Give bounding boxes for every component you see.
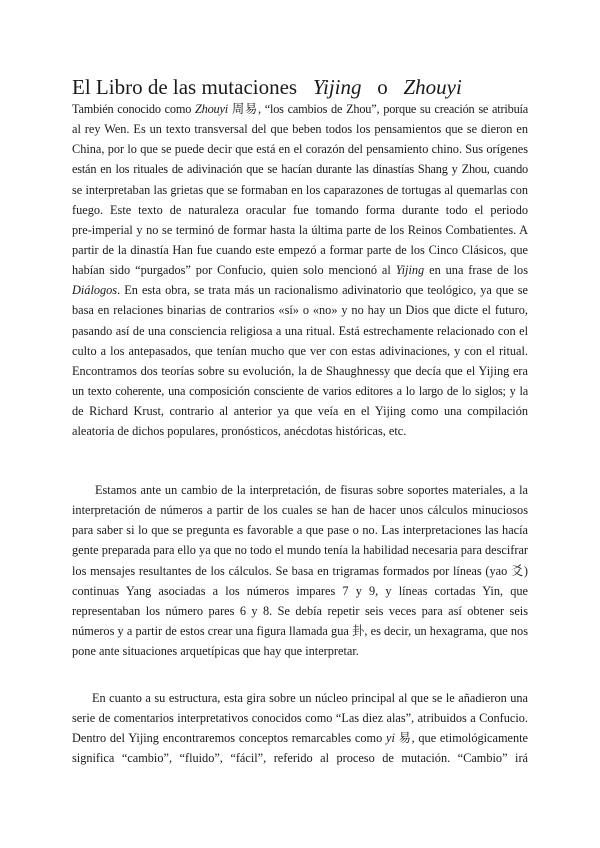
title-zhouyi: Zhouyi [403, 75, 462, 99]
text-run: serie de comentarios interpretativos conocidos como “Las diez alas”, atribuidos a Confucio. [72, 711, 528, 726]
text-line [72, 280, 528, 300]
text-run: 易, que etimológicamente [394, 731, 529, 746]
text-run: interpretación de números a partir de los cuales se han de hacer unos cálculos minuciosos [72, 503, 528, 518]
text-run: para saber si lo que se pregunta es favorable a que pase o no. Las interpretaciones las hacía [72, 523, 528, 538]
text-run: culto a los antepasados, que tenían mucho que ver con estas adivinaciones, y con el ritual. [72, 343, 528, 358]
text-line [72, 480, 528, 500]
paragraph-3 [72, 688, 528, 769]
text-line [72, 381, 528, 401]
text-line [72, 581, 528, 601]
text-run: basa en relaciones binarias de contrarios «sí» o «no» y no hay un Dios que dicte el futuro, [72, 303, 528, 318]
text-run: fuego. Este texto de naturaleza oracular fue tomando forma durante todo el periodo [72, 202, 528, 217]
text-run: representaban los número pares 6 y 8. Se debía repetir seis veces para así obtener seis [72, 603, 528, 618]
text-line [72, 220, 528, 240]
text-line [72, 300, 528, 320]
text-run: aleatoria de dichos populares, pronósticos, anécdotas históricas, etc. [72, 424, 407, 439]
text-line [72, 748, 528, 768]
text-line [72, 540, 528, 560]
text-line [72, 119, 528, 139]
text-line [72, 401, 528, 421]
italic-term: Yijing [395, 263, 425, 278]
title-yijing: Yijing [312, 75, 362, 99]
text-line [72, 361, 528, 381]
text-run: de Richard Krust, contrario al anterior ya que veía en el Yijing como una compilación [72, 404, 528, 419]
paragraph-2 [72, 480, 528, 661]
text-run: en una frase de los [424, 263, 528, 278]
text-line [72, 728, 528, 748]
text-run: un texto coherente, una composición consciente de varios editores a lo largo de lo siglos; y la [72, 383, 528, 398]
text-run: pone ante situaciones arquetípicas que hay que interpretar. [72, 644, 359, 659]
text-line [72, 520, 528, 540]
text-run: Dentro del Yijing encontraremos conceptos remarcables como [72, 731, 386, 746]
title-main: El Libro de las mutaciones [72, 75, 298, 99]
italic-term: Zhouyi [195, 102, 228, 116]
text-run: En cuanto a su estructura, esta gira sobre un núcleo principal al que se le añadieron una [92, 691, 528, 705]
text-line [72, 321, 528, 341]
text-line [72, 159, 528, 179]
text-run: continuas Yang asociadas a los números impares 7 y 9, y líneas cortadas Yin, que [72, 583, 528, 598]
text-line [72, 500, 528, 520]
text-line [72, 561, 528, 581]
text-line [72, 421, 528, 441]
text-run: 周易, “los cambios de Zhou”, porque su creación se atribuía [227, 102, 528, 116]
text-run: están en los rituales de adivinación que se hacían durante las dinastías Shang y Zhou, cuando [72, 162, 528, 177]
text-run: los mensajes resultantes de los cálculos. Se basa en trigramas formados por líneas (yao 爻) [72, 563, 528, 578]
italic-term: Diálogos [72, 283, 118, 298]
paragraph-1 [72, 99, 528, 441]
text-run: significa “cambio”, “fluido”, “fácil”, referido al proceso de mutación. “Cambio” irá [72, 751, 528, 766]
text-line [72, 240, 528, 260]
text-run: pre-imperial y no se terminó de formar hasta la última parte de los Reinos Combatientes. A [72, 222, 528, 237]
text-run: Encontramos dos teorías sobre su evolución, la de Shaughnessy que decía que el Yijing era [72, 363, 528, 378]
text-run: pasando así de una consciencia religiosa a una ritual. Está estrechamente relacionado con el [72, 323, 528, 338]
text-run: al rey Wen. Es un texto transversal del que beben todos los pensamientos que se dieron en [72, 122, 528, 137]
text-line [72, 708, 528, 728]
text-line [72, 180, 528, 200]
text-run: se interpretaban las grietas que se formaban en los caparazones de tortugas al quemarlas con [72, 182, 528, 197]
text-line [72, 99, 528, 119]
text-line [72, 688, 528, 708]
text-run: Estamos ante un cambio de la interpretación, de fisuras sobre soportes materiales, a la [95, 483, 528, 497]
text-run: También conocido como [72, 102, 196, 116]
text-line [72, 139, 528, 159]
text-line [72, 621, 528, 641]
document-title [72, 73, 462, 101]
text-line [72, 260, 528, 280]
text-run: números y a partir de estos crear una figura llamada gua 卦, es decir, un hexagrama, que nos [72, 623, 528, 638]
text-line [72, 200, 528, 220]
italic-term: yi [385, 731, 395, 746]
text-run: gente preparada para ello ya que no todo el mundo tenía la habilidad necesaria para descifrar [72, 543, 528, 558]
text-line [72, 341, 528, 361]
text-run: partir de la dinastía Han fue cuando este empezó a formar parte de los Cinco Clásicos, que [72, 242, 528, 257]
title-conjunction: o [377, 75, 388, 99]
text-run: . En esta obra, se trata más un racionalismo adivinatorio que teológico, ya que se [117, 283, 528, 298]
text-line [72, 641, 528, 661]
text-run: China, por lo que se puede decir que está en el corazón del pensamiento chino. Sus orígenes [72, 142, 528, 157]
text-line [72, 601, 528, 621]
text-run: habían sido “purgados” por Confucio, quien solo mencionó al [72, 263, 396, 278]
